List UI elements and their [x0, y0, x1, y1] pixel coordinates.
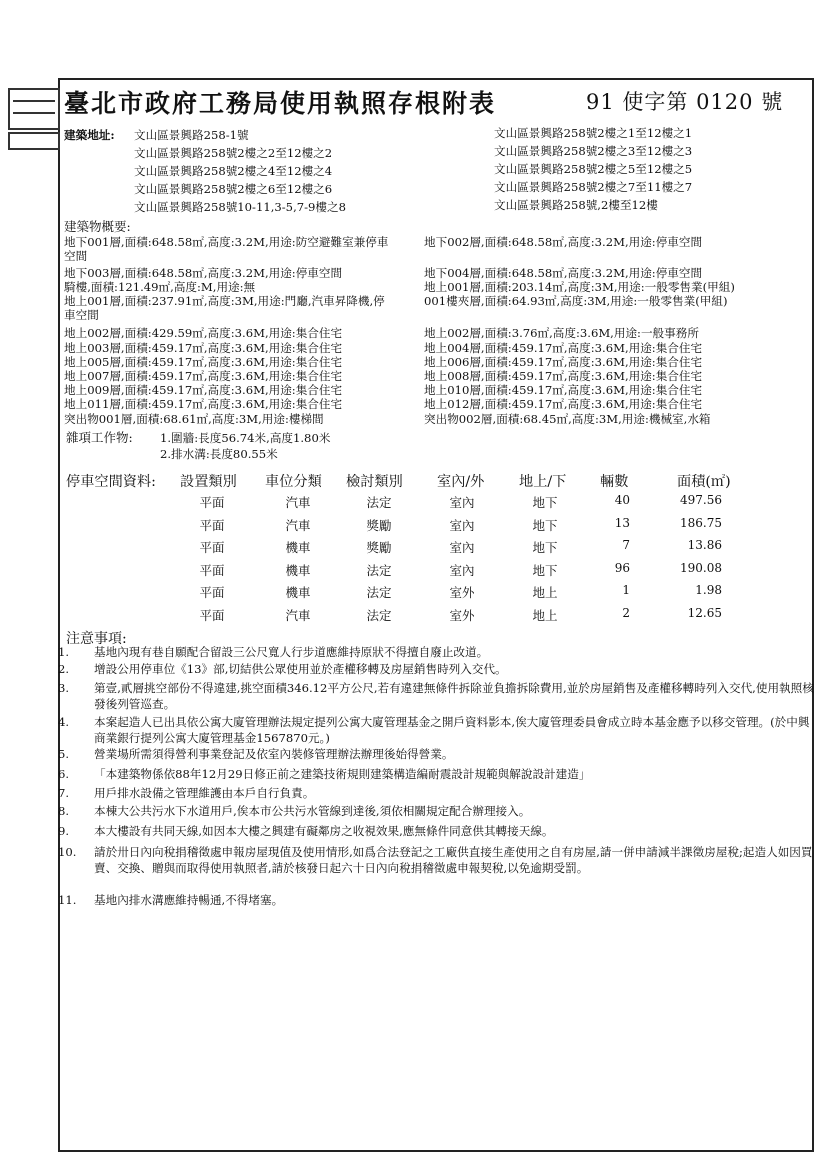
overview-row-right: 地上002層,面積:3.76㎡,高度:3.6M,用途:一般事務所 [424, 326, 699, 340]
note-text: 基地內現有巷自願配合留設三公尺寬人行步道應維持原狀不得擅自廢止改道。 [94, 645, 489, 659]
parking-cell: 平面 [199, 517, 225, 533]
parking-cell: 1 [622, 583, 630, 597]
parking-cell: 地下 [532, 562, 558, 578]
note-text: 「本建築物係依88年12月29日修正前之建築技術規則建築構造編耐震設計規範與解說設計建造」 [94, 767, 591, 781]
address-left-5: 文山區景興路258號10-11,3-5,7-9樓之8 [134, 200, 346, 214]
address-left-3: 文山區景興路258號2樓之4至12樓之4 [134, 164, 333, 178]
permit-number: 91 使字第 0120 號 [586, 90, 784, 114]
parking-header-count: 輛數 [600, 474, 629, 490]
parking-cell: 獎勵 [366, 517, 392, 533]
overview-row-left: 車空間 [64, 308, 99, 322]
parking-cell: 190.08 [680, 560, 722, 575]
parking-cell: 法定 [366, 585, 392, 600]
parking-cell: 平面 [199, 540, 225, 555]
parking-cell: 186.75 [680, 515, 722, 530]
parking-cell: 獎勵 [366, 540, 392, 555]
note-text: 請於卅日內向稅捐稽徵處申報房屋現值及使用情形,如爲合法登記之工廠供直接生產使用之自有房屋,請一併申請減半課徵房屋稅;起造人如因買賣、交換、贈與而取得使用執照者,請於核發日起六十日內向稅捐稽徵處申報契稅,以免逾期受罰。 [94, 845, 813, 875]
address-right-3: 文山區景興路258號2樓之5至12樓之5 [494, 162, 693, 176]
note-number: 9. [58, 824, 70, 838]
parking-cell: 12.65 [687, 605, 722, 620]
parking-cell: 法定 [366, 495, 392, 510]
parking-cell: 96 [614, 560, 630, 575]
parking-cell: 室內 [449, 562, 475, 578]
notes-label: 注意事項: [66, 631, 127, 647]
note-text: 增設公用停車位《13》部,切結供公眾使用並於產權移轉及房屋銷售時列入交代。 [94, 662, 507, 676]
misc-item-2: 2.排水溝:長度80.55米 [160, 447, 278, 461]
parking-cell: 平面 [199, 585, 225, 600]
note-item [58, 644, 814, 660]
overview-row-left: 地上001層,面積:237.91㎡,高度:3M,用途:門廳,汽車昇降機,停 [64, 294, 385, 308]
note-number: 7. [58, 786, 70, 800]
parking-header-review: 檢討類別 [346, 474, 403, 490]
note-item [58, 746, 814, 762]
parking-cell: 室內 [449, 540, 475, 555]
page-title: 臺北市政府工務局使用執照存根附表 [64, 89, 497, 118]
parking-cell: 機車 [285, 585, 311, 600]
address-left-2: 文山區景興路258號2樓之2至12樓之2 [134, 146, 333, 160]
note-item [58, 680, 814, 712]
note-item [58, 766, 814, 782]
parking-header-indoor: 室內/外 [437, 474, 485, 490]
overview-row-left: 地上007層,面積:459.17㎡,高度:3.6M,用途:集合住宅 [64, 369, 343, 383]
parking-cell: 497.56 [680, 493, 722, 507]
address-right-1: 文山區景興路258號2樓之1至12樓之1 [494, 126, 693, 140]
address-right-4: 文山區景興路258號2樓之7至11樓之7 [494, 180, 693, 194]
overview-row-right: 地下002層,面積:648.58㎡,高度:3.2M,用途:停車空間 [424, 235, 703, 249]
overview-row-left: 地下003層,面積:648.58㎡,高度:3.2M,用途:停車空間 [64, 266, 343, 280]
overview-row-right: 001樓夾層,面積:64.93㎡,高度:3M,用途:一般零售業(甲組) [424, 294, 728, 308]
parking-cell: 2 [622, 605, 630, 620]
note-text: 本棟大公共污水下水道用戶,俟本市公共污水管線到達後,須依相關規定配合辦理接入。 [94, 804, 531, 818]
overview-row-right: 地下004層,面積:648.58㎡,高度:3.2M,用途:停車空間 [424, 266, 703, 280]
parking-cell: 室內 [449, 495, 475, 510]
misc-item-1: 1.圍牆:長度56.74米,高度1.80米 [160, 431, 331, 445]
overview-row-right: 地上001層,面積:203.14㎡,高度:3M,用途:一般零售業(甲組) [424, 280, 735, 294]
parking-cell: 汽車 [285, 517, 311, 533]
parking-cell: 地下 [532, 495, 558, 510]
note-text: 第壹,貳層挑空部份不得違建,挑空面積346.12平方公尺,若有違建無條件拆除並負擔拆除費用,並於房屋銷售及產權移轉時列入交代,使用執照核發後列管巡查。 [94, 681, 814, 711]
parking-cell: 汽車 [285, 495, 311, 510]
note-number: 2. [58, 662, 70, 676]
parking-cell: 室外 [449, 607, 475, 623]
parking-cell: 13.86 [687, 538, 722, 552]
note-item [58, 892, 814, 908]
overview-row-left: 地上005層,面積:459.17㎡,高度:3.6M,用途:集合住宅 [64, 355, 343, 369]
overview-row-left: 地上009層,面積:459.17㎡,高度:3.6M,用途:集合住宅 [64, 383, 343, 397]
note-item [58, 661, 814, 677]
parking-cell: 法定 [366, 562, 392, 578]
note-item [58, 785, 814, 801]
parking-cell: 40 [614, 493, 630, 507]
parking-header-area: 面積(㎡) [677, 474, 731, 490]
overview-row-right: 地上010層,面積:459.17㎡,高度:3.6M,用途:集合住宅 [424, 383, 703, 397]
parking-cell: 室內 [449, 517, 475, 533]
note-number: 11. [58, 893, 77, 907]
parking-cell: 平面 [199, 562, 225, 578]
parking-header-type: 車位分類 [265, 474, 322, 490]
overview-row-left: 地上002層,面積:429.59㎡,高度:3.6M,用途:集合住宅 [64, 326, 343, 340]
parking-cell: 法定 [366, 607, 392, 623]
note-number: 10. [58, 845, 77, 859]
overview-row-left: 騎樓,面積:121.49㎡,高度:M,用途:無 [64, 280, 256, 294]
stamp-mark [8, 88, 60, 130]
overview-row-right: 地上006層,面積:459.17㎡,高度:3.6M,用途:集合住宅 [424, 355, 703, 369]
parking-cell: 13 [614, 515, 630, 530]
note-text: 本大樓設有共同天線,如因本大樓之興建有礙鄰房之收視效果,應無條件同意供其轉接天線。 [94, 824, 554, 838]
parking-cell: 平面 [199, 607, 225, 623]
address-right-5: 文山區景興路258號,2樓至12樓 [494, 198, 658, 212]
parking-cell: 1.98 [695, 583, 722, 597]
note-item [58, 714, 814, 746]
note-number: 6. [58, 767, 70, 781]
note-number: 3. [58, 681, 70, 695]
note-text: 用戶排水設備之管理維護由本戶自行負責。 [94, 786, 315, 800]
misc-label: 雜項工作物: [66, 430, 133, 445]
parking-cell: 地上 [532, 607, 558, 623]
address-label: 建築地址: [64, 128, 115, 142]
overview-row-left: 地上011層,面積:459.17㎡,高度:3.6M,用途:集合住宅 [64, 397, 343, 411]
note-item [58, 823, 814, 839]
overview-row-left: 空間 [64, 249, 88, 263]
note-number: 8. [58, 804, 70, 818]
overview-row-left: 地上003層,面積:459.17㎡,高度:3.6M,用途:集合住宅 [64, 341, 343, 355]
stamp-mark-small [8, 132, 60, 150]
parking-header-level: 地上/下 [519, 474, 567, 490]
parking-cell: 7 [622, 538, 630, 552]
parking-cell: 機車 [285, 540, 311, 555]
note-number: 5. [58, 747, 70, 761]
parking-cell: 地上 [532, 585, 558, 600]
parking-cell: 汽車 [285, 607, 311, 623]
parking-cell: 室外 [449, 585, 475, 600]
overview-row-right: 地上008層,面積:459.17㎡,高度:3.6M,用途:集合住宅 [424, 369, 703, 383]
note-item [58, 844, 814, 876]
note-text: 營業場所需須得營利事業登記及依室內裝修管理辦法辦理後始得營業。 [94, 747, 454, 761]
overview-label: 建築物概要: [64, 219, 131, 234]
parking-cell: 平面 [199, 495, 225, 510]
overview-row-right: 地上012層,面積:459.17㎡,高度:3.6M,用途:集合住宅 [424, 397, 703, 411]
overview-row-right: 突出物002層,面積:68.45㎡,高度:3M,用途:機械室,水箱 [424, 412, 711, 426]
overview-row-right: 地上004層,面積:459.17㎡,高度:3.6M,用途:集合住宅 [424, 341, 703, 355]
note-number: 4. [58, 715, 70, 729]
address-left-4: 文山區景興路258號2樓之6至12樓之6 [134, 182, 333, 196]
overview-row-left: 地下001層,面積:648.58㎡,高度:3.2M,用途:防空避難室兼停車 [64, 235, 389, 249]
note-text: 基地內排水溝應維持暢通,不得堵塞。 [94, 893, 284, 907]
parking-label: 停車空間資料: [66, 474, 156, 490]
note-number: 1. [58, 645, 70, 659]
address-left-1: 文山區景興路258-1號 [134, 128, 249, 142]
address-right-2: 文山區景興路258號2樓之3至12樓之3 [494, 144, 693, 158]
parking-header-setup: 設置類別 [180, 474, 237, 490]
parking-cell: 機車 [285, 562, 311, 578]
parking-cell: 地下 [532, 517, 558, 533]
note-text: 本案起造人已出具依公寓大廈管理辦法規定提列公寓大廈管理基金之開戶資料影本,俟大廈管理委員會成立時本基金應予以移交管理。(於中興商業銀行提列公寓大廈管理基金1567870元。) [94, 715, 810, 745]
note-item [58, 803, 814, 819]
overview-row-left: 突出物001層,面積:68.61㎡,高度:3M,用途:樓梯間 [64, 412, 324, 426]
parking-cell: 地下 [532, 540, 558, 555]
